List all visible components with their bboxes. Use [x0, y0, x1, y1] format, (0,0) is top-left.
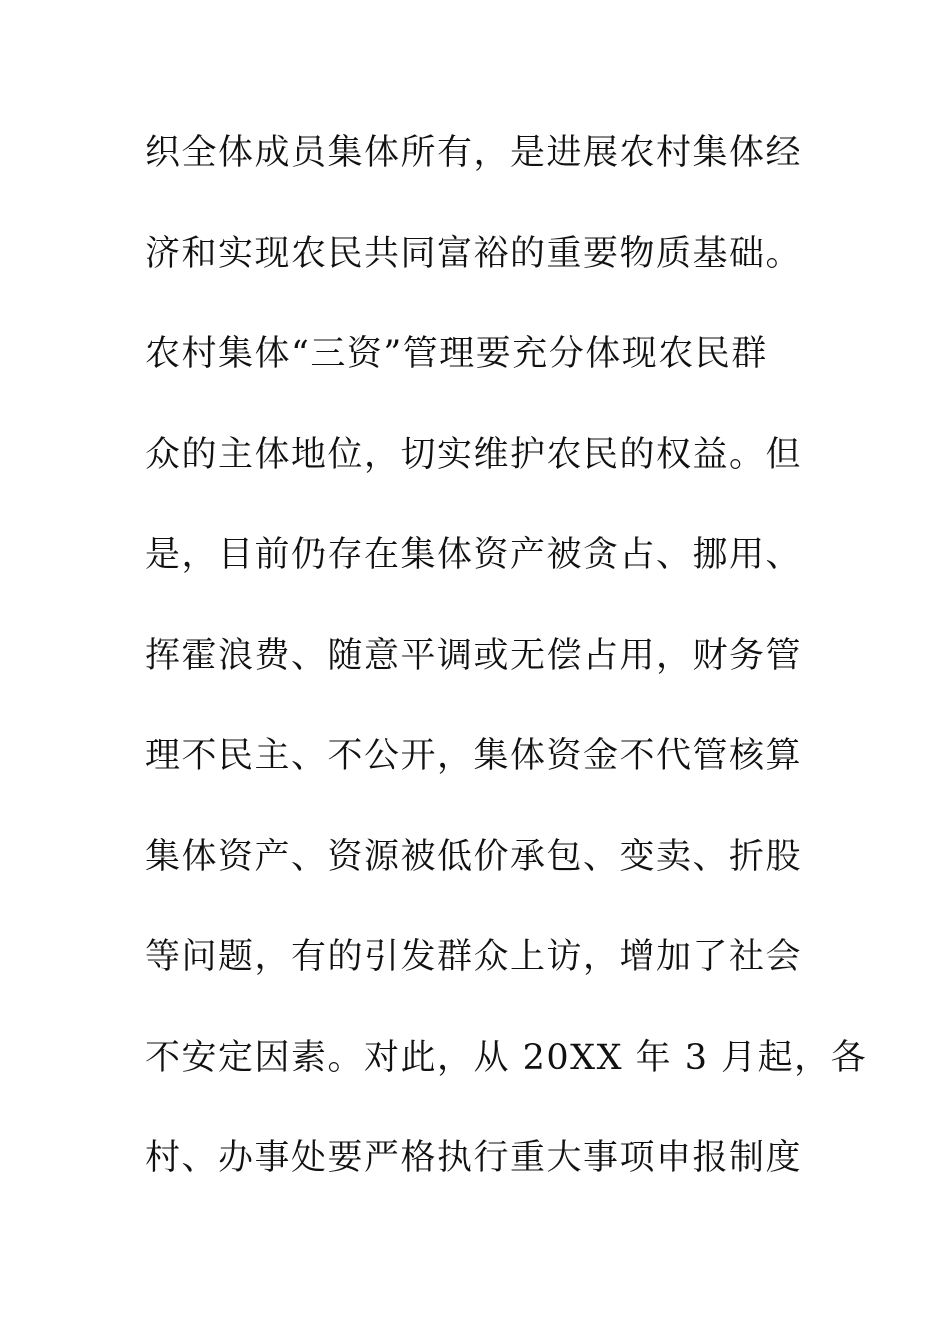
- text-line: 集体资产、资源被低价承包、变卖、折股: [145, 836, 803, 877]
- text-line: 农村集体“三资”管理要充分体现农民群: [145, 334, 768, 374]
- text-line: 等问题，有的引发群众上访，增加了社会: [145, 937, 803, 977]
- text-line: 是，目前仍存在集体资产被贪占、挪用、: [145, 535, 803, 575]
- text-line: 村、办事处要严格执行重大事项申报制度: [145, 1138, 803, 1178]
- text-line: 不安定因素。对此，从 20XX 年 3 月起，各: [145, 1037, 868, 1078]
- body-text: [145, 128, 868, 1234]
- text-line: 织全体成员集体所有，是进展农村集体经: [145, 133, 803, 173]
- text-line: 济和实现农民共同富裕的重要物质基础。: [145, 233, 803, 274]
- text-line: 众的主体地位，切实维护农民的权益。但: [145, 434, 803, 475]
- text-line: 挥霍浪费、随意平调或无偿占用，财务管: [145, 635, 803, 676]
- text-line: 理不民主、不公开，集体资金不代管核算: [145, 736, 803, 776]
